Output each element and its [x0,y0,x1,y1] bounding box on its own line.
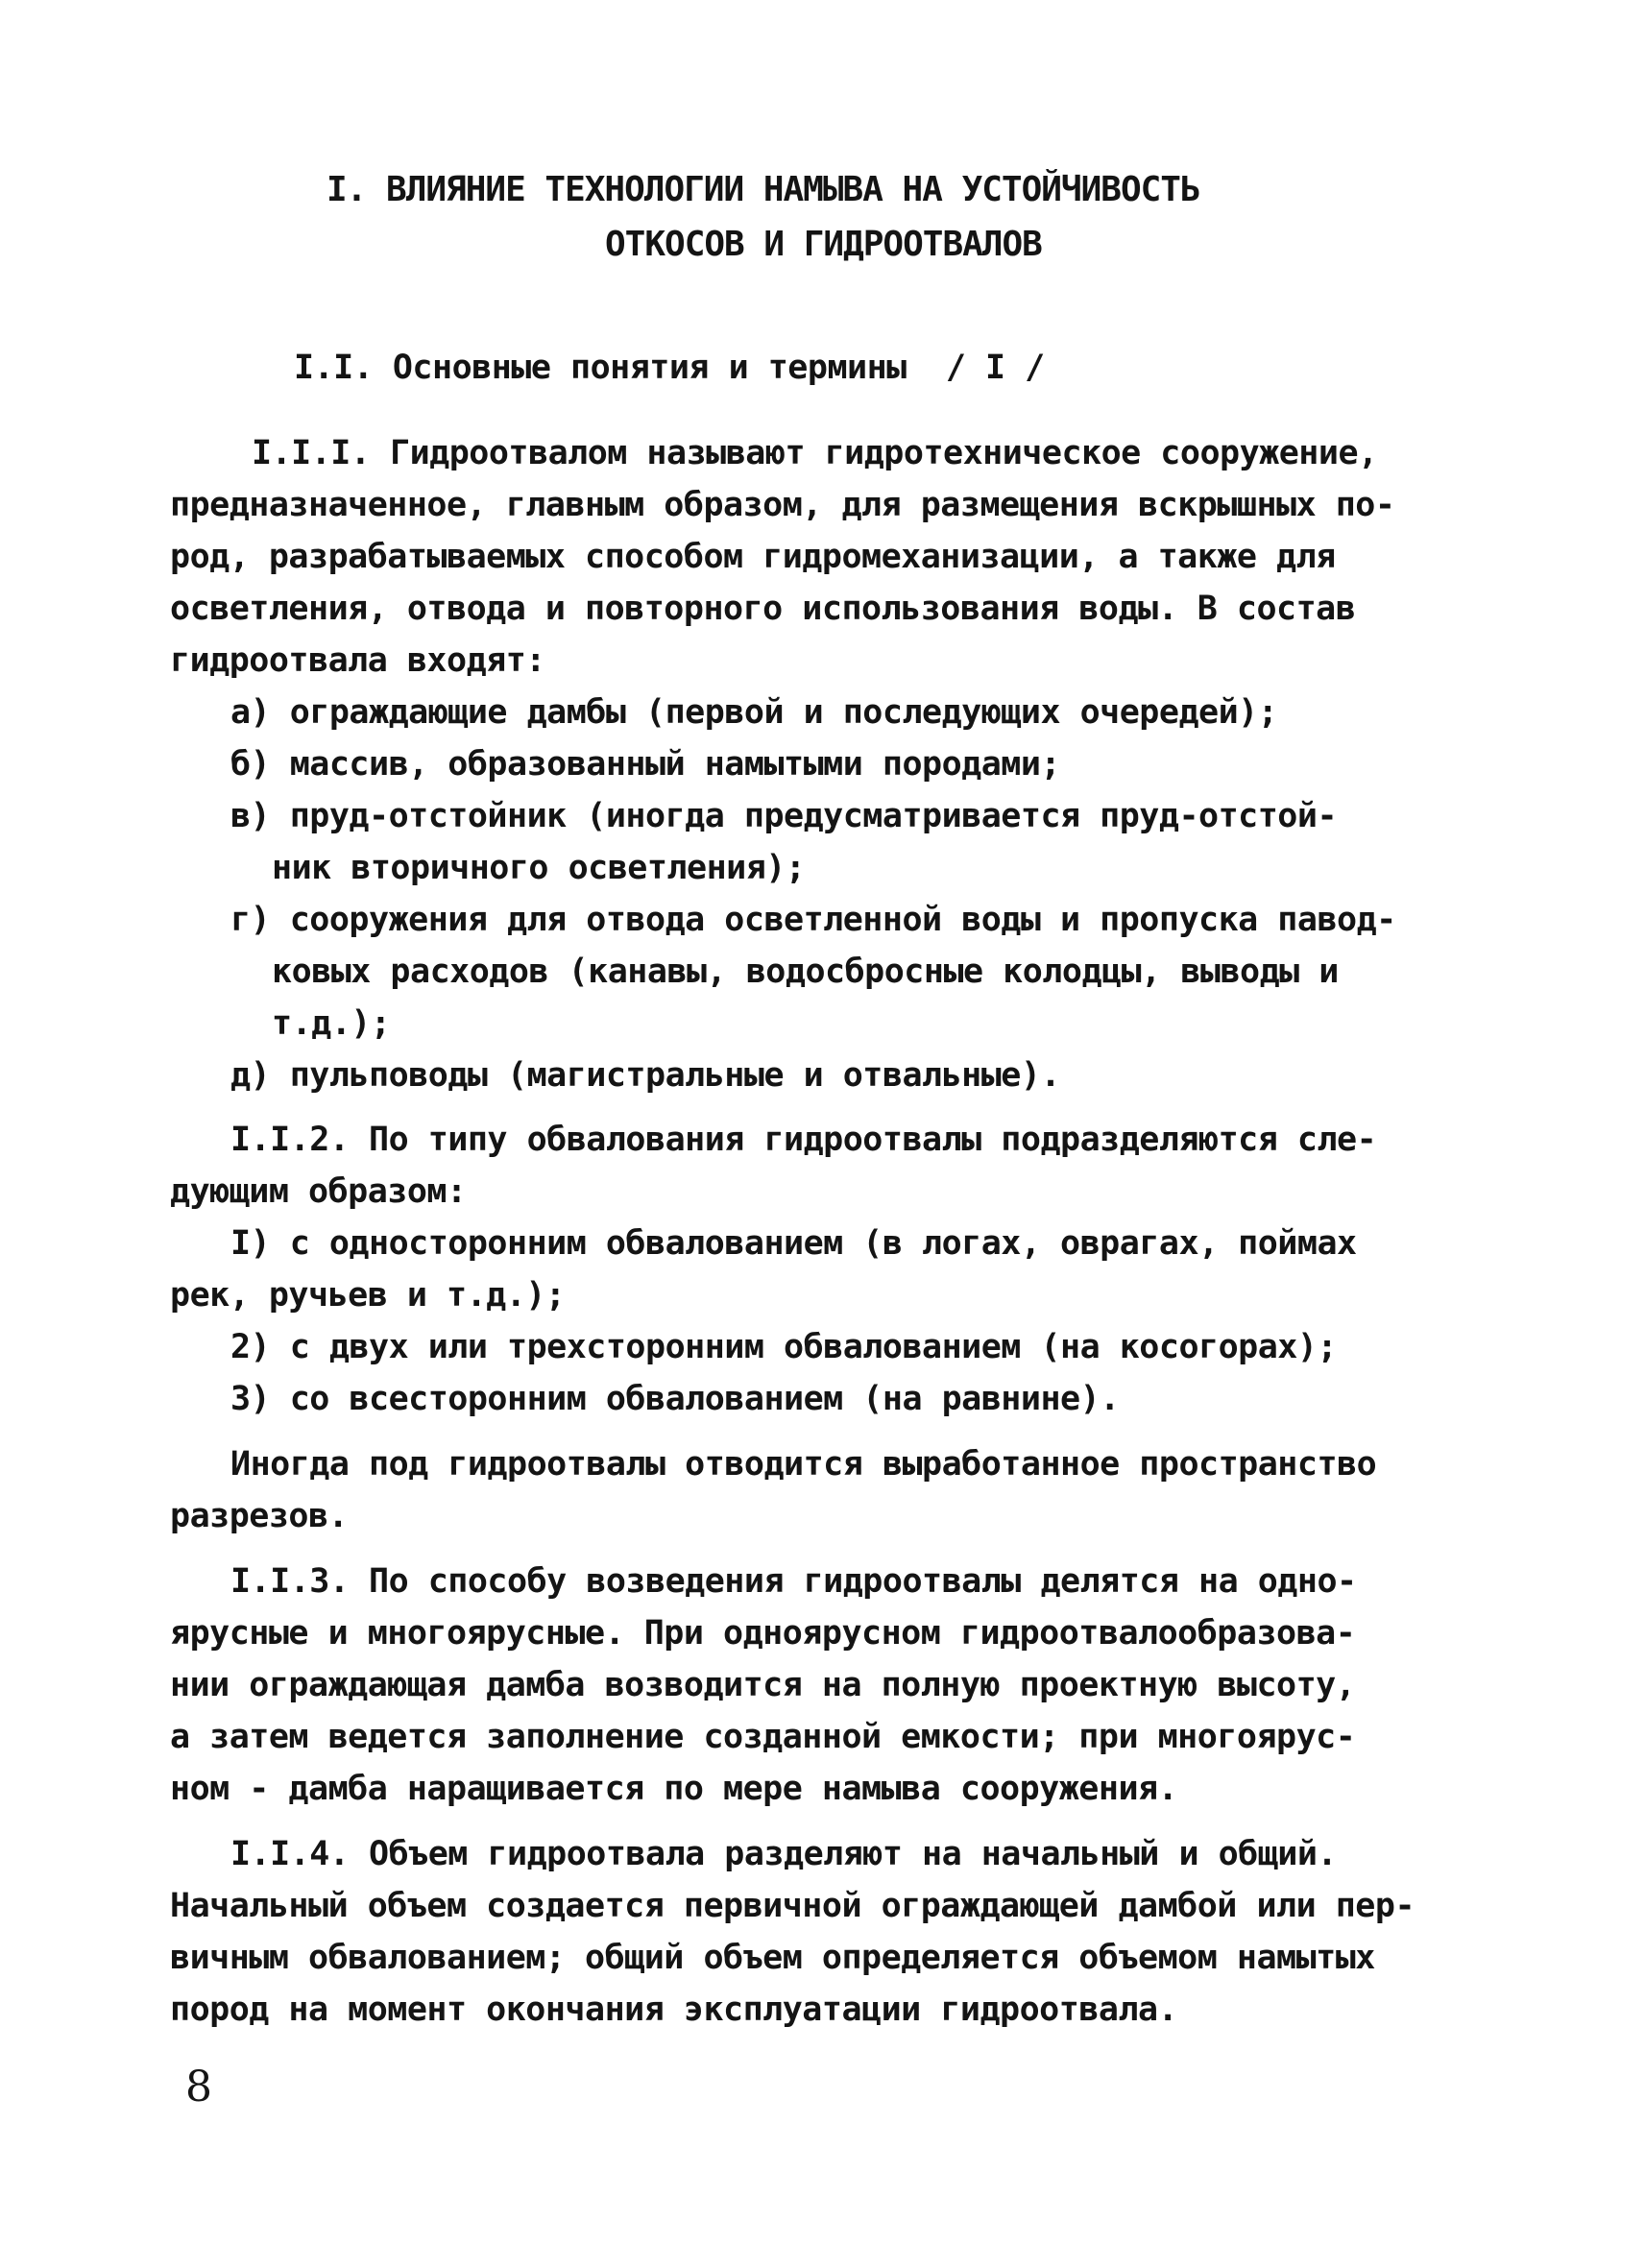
paragraph-1-1-4-line: пород на момент окончания эксплуатации гидроотвала. [170,1991,1178,2029]
list-item-v-line: ник вторичного осветления); [272,849,806,887]
note-paragraph-line: Иногда под гидроотвалы отводится выработанное пространство [230,1445,1377,1484]
chapter-title-line-1: I. ВЛИЯНИЕ ТЕХНОЛОГИИ НАМЫВА НА УСТОЙЧИВОСТЬ [327,170,1200,209]
paragraph-1-1-2-line: I.I.2. По типу обвалования гидроотвалы подразделяются сле- [230,1121,1377,1159]
list-item-v-line: в) пруд-отстойник (иногда предусматривается пруд-отстой- [230,797,1338,835]
page-number: 8 [185,2063,212,2111]
paragraph-1-1-4-line: Начальный объем создается первичной ограждающей дамбой или пер- [170,1887,1415,1925]
paragraph-1-1-1-line: предназначенное, главным образом, для размещения вскрышных по- [170,486,1395,524]
paragraph-1-1-4-line: вичным обвалованием; общий объем определяется объемом намытых [170,1939,1375,1977]
paragraph-1-1-3-line: ном - дамба наращивается по мере намыва сооружения. [170,1770,1178,1808]
paragraph-1-1-3-line: нии ограждающая дамба возводится на полную проектную высоту, [170,1666,1356,1704]
list-item-1-line: рек, ручьев и т.д.); [170,1276,566,1315]
list-item-g-line: ковых расходов (канавы, водосбросные колодцы, выводы и [272,953,1339,991]
list-item-2: 2) с двух или трехсторонним обвалованием (на косогорах); [230,1328,1338,1366]
paragraph-1-1-3-line: ярусные и многоярусные. При одноярусном гидроотвалообразова- [170,1614,1356,1653]
list-item-g-line: г) сооружения для отвода осветленной воды и пропуска павод- [230,901,1396,939]
list-item-g-line: т.д.); [272,1004,391,1043]
chapter-title-line-2: ОТКОСОВ И ГИДРООТВАЛОВ [605,225,1042,264]
paragraph-1-1-3-line: I.I.3. По способу возведения гидроотвалы делятся на одно- [230,1562,1357,1601]
list-item-a: а) ограждающие дамбы (первой и последующих очередей); [230,693,1278,732]
paragraph-1-1-1-line: I.I.I. Гидроотвалом называют гидротехническое сооружение, [252,434,1378,472]
paragraph-1-1-1-line: гидроотвала входят: [170,641,545,680]
list-item-d: д) пульповоды (магистральные и отвальные). [230,1056,1061,1095]
note-paragraph-line: разрезов. [170,1497,349,1535]
section-heading: I.I. Основные понятия и термины / I / [294,349,1045,387]
paragraph-1-1-1-line: род, разрабатываемых способом гидромеханизации, а также для [170,538,1336,576]
paragraph-1-1-2-line: дующим образом: [170,1172,467,1211]
paragraph-1-1-4-line: I.I.4. Объем гидроотвала разделяют на начальный и общий. [230,1835,1338,1873]
list-item-b: б) массив, образованный намытыми породами; [230,745,1061,784]
list-item-3: 3) со всесторонним обвалованием (на равнине). [230,1380,1120,1418]
paragraph-1-1-3-line: а затем ведется заполнение созданной емкости; при многоярус- [170,1718,1356,1756]
paragraph-1-1-1-line: осветления, отвода и повторного использования воды. В состав [170,590,1356,628]
list-item-1-line: I) с односторонним обвалованием (в логах, оврагах, поймах [230,1224,1357,1263]
